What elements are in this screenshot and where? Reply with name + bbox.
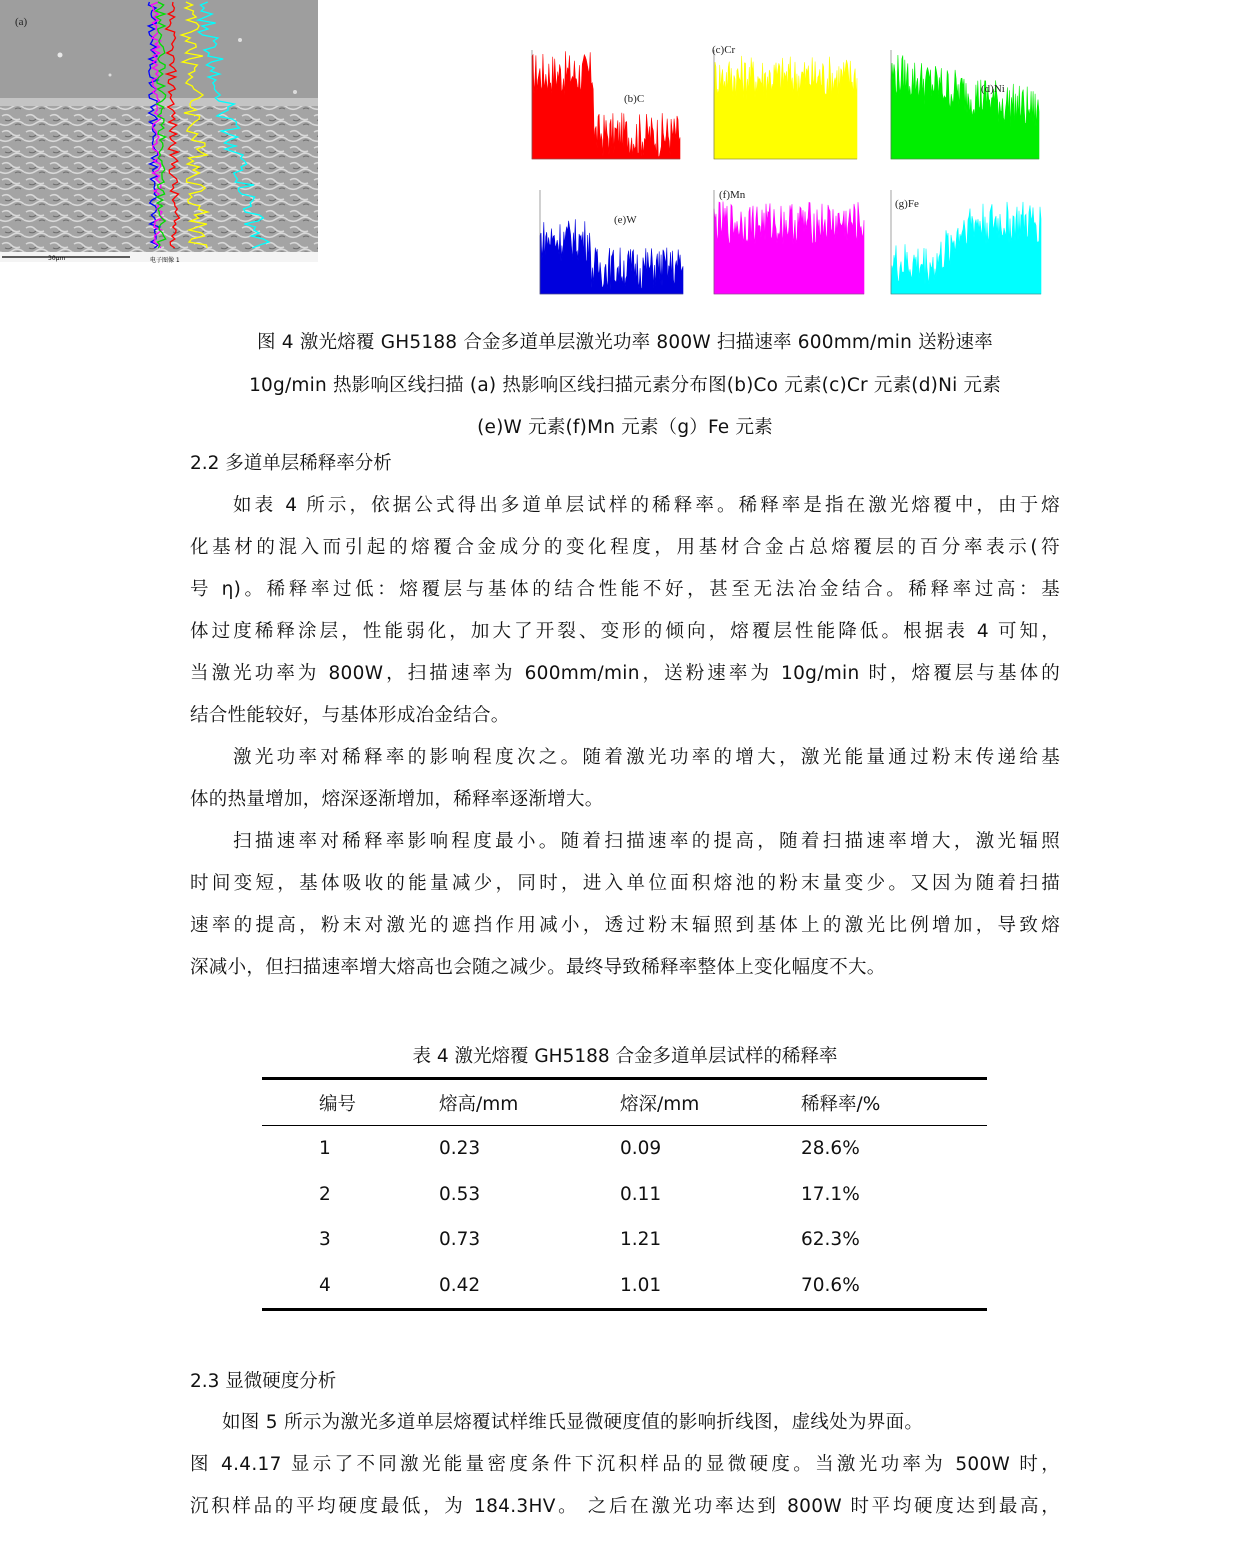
cell-number: 1: [319, 1138, 331, 1160]
header-number: 编号: [319, 1093, 357, 1115]
cell-dilution-rate: 17.1%: [801, 1183, 860, 1205]
spectrum-area: [714, 56, 857, 159]
figure-caption-line-1: 图 4 激光熔覆 GH5188 合金多道单层激光功率 800W 扫描速率 600mm/min 送粉速率: [257, 332, 993, 353]
figure-caption-line-2: 10g/min 热影响区线扫描 (a) 热影响区线扫描元素分布图(b)Co 元素(c)Cr 元素(d)Ni 元素: [249, 375, 1001, 396]
spectrum-area: [532, 51, 680, 159]
image-label: 电子图像 1: [150, 257, 180, 264]
text-line: 体的热量增加，熔深逐渐增加，稀释率逐渐增大。: [190, 789, 604, 810]
spectrum-area: [891, 202, 1041, 294]
spectrum-b-plot: [518, 40, 688, 173]
cell-melt-depth: 0.11: [620, 1183, 662, 1205]
cell-melt-depth: 0.09: [620, 1138, 662, 1160]
cell-clad-height: 0.53: [439, 1183, 481, 1205]
text-line: 扫描速率对稀释率影响程度最小。随着扫描速率的提高，随着扫描速率增大，激光辐照: [233, 831, 1060, 852]
cell-dilution-rate: 28.6%: [801, 1138, 860, 1160]
text-line: 如图 5 所示为激光多道单层熔覆试样维氏显微硬度值的影响折线图，虚线处为界面。: [222, 1412, 924, 1433]
table-row: [262, 1126, 987, 1172]
panel-f-label: (f)Mn: [719, 189, 746, 201]
spectrum-e-plot: [526, 180, 691, 308]
text-line: 如表 4 所示，依据公式得出多道单层试样的稀释率。稀释率是指在激光熔覆中，由于熔: [233, 495, 1060, 516]
cell-number: 3: [319, 1229, 331, 1251]
table-row: [262, 1217, 987, 1263]
cell-clad-height: 0.23: [439, 1138, 481, 1160]
figure-4: [0, 0, 1249, 262]
cell-dilution-rate: 62.3%: [801, 1229, 860, 1251]
header-dilution-rate: 稀释率/%: [801, 1093, 881, 1115]
panel-g-label: (g)Fe: [895, 198, 919, 210]
panel-e-label: (e)W: [614, 214, 637, 226]
spectrum-area: [714, 202, 864, 295]
section-2-3-heading: 2.3 显微硬度分析: [190, 1371, 337, 1392]
spectrum-panel-c: [700, 40, 865, 173]
header-clad-height: 熔高/mm: [439, 1093, 519, 1115]
spectrum-panel-b: [518, 40, 688, 173]
text-line: 号 η)。稀释率过低：熔覆层与基体的结合性能不好，甚至无法冶金结合。稀释率过高：基: [190, 579, 1060, 600]
sem-image: [0, 0, 318, 262]
spectrum-panel-f: [700, 180, 872, 308]
panel-b-label: (b)C: [624, 93, 645, 105]
cell-number: 4: [319, 1274, 331, 1296]
text-line: 结合性能较好，与基体形成冶金结合。: [190, 705, 510, 726]
table-4: [262, 1077, 987, 1311]
text-line: 深减小，但扫描速率增大熔高也会随之减少。最终导致稀释率整体上变化幅度不大。: [190, 957, 886, 978]
text-line: 图 4.4.17 显示了不同激光能量密度条件下沉积样品的显微硬度。当激光功率为 500W 时，: [190, 1454, 1060, 1475]
cell-clad-height: 0.73: [439, 1229, 481, 1251]
text-line: 化基材的混入而引起的熔覆合金成分的变化程度，用基材合金占总熔覆层的百分率表示(符: [190, 537, 1060, 558]
section-2-2-heading: 2.2 多道单层稀释率分析: [190, 453, 392, 474]
table-4-caption: 表 4 激光熔覆 GH5188 合金多道单层试样的稀释率: [412, 1046, 838, 1067]
cell-melt-depth: 1.21: [620, 1229, 662, 1251]
spectrum-area: [891, 55, 1039, 159]
spectrum-panel-d: [877, 40, 1047, 173]
header-melt-depth: 熔深/mm: [620, 1093, 700, 1115]
spectrum-d-plot: [877, 40, 1047, 173]
cell-dilution-rate: 70.6%: [801, 1274, 860, 1296]
text-line: 体过度稀释涂层，性能弱化，加大了开裂、变形的倾向，熔覆层性能降低。根据表 4 可知，: [190, 621, 1060, 642]
cell-number: 2: [319, 1183, 331, 1205]
spectrum-c-plot: [700, 40, 865, 173]
cell-clad-height: 0.42: [439, 1274, 481, 1296]
table-header-row: [262, 1079, 987, 1126]
text-line: 激光功率对稀释率的影响程度次之。随着激光功率的增大，激光能量通过粉末传递给基: [233, 747, 1060, 768]
sem-micrograph: [0, 0, 318, 262]
table-row: [262, 1263, 987, 1310]
table-row: [262, 1172, 987, 1218]
panel-c-label: (c)Cr: [712, 44, 736, 56]
spectrum-area: [540, 219, 683, 294]
panel-a-label: (a): [15, 16, 28, 28]
text-line: 时间变短，基体吸收的能量减少，同时，进入单位面积熔池的粉末量变少。又因为随着扫描: [190, 873, 1060, 894]
spectrum-panel-e: [526, 180, 691, 308]
cell-melt-depth: 1.01: [620, 1274, 662, 1296]
panel-d-label: (d)Ni: [981, 83, 1005, 95]
text-line: 沉积样品的平均硬度最低，为 184.3HV。 之后在激光功率达到 800W 时平均硬度达到最高，: [190, 1496, 1060, 1517]
text-line: 当激光功率为 800W，扫描速率为 600mm/min，送粉速率为 10g/min 时，熔覆层与基体的: [190, 663, 1060, 684]
text-line: 速率的提高，粉末对激光的遮挡作用减小，透过粉末辐照到基体上的激光比例增加，导致熔: [190, 915, 1060, 936]
scale-bar-label: 30μm: [48, 255, 66, 262]
figure-caption-line-3: (e)W 元素(f)Mn 元素（g）Fe 元素: [477, 417, 773, 438]
spectrum-panel-g: [877, 180, 1049, 308]
